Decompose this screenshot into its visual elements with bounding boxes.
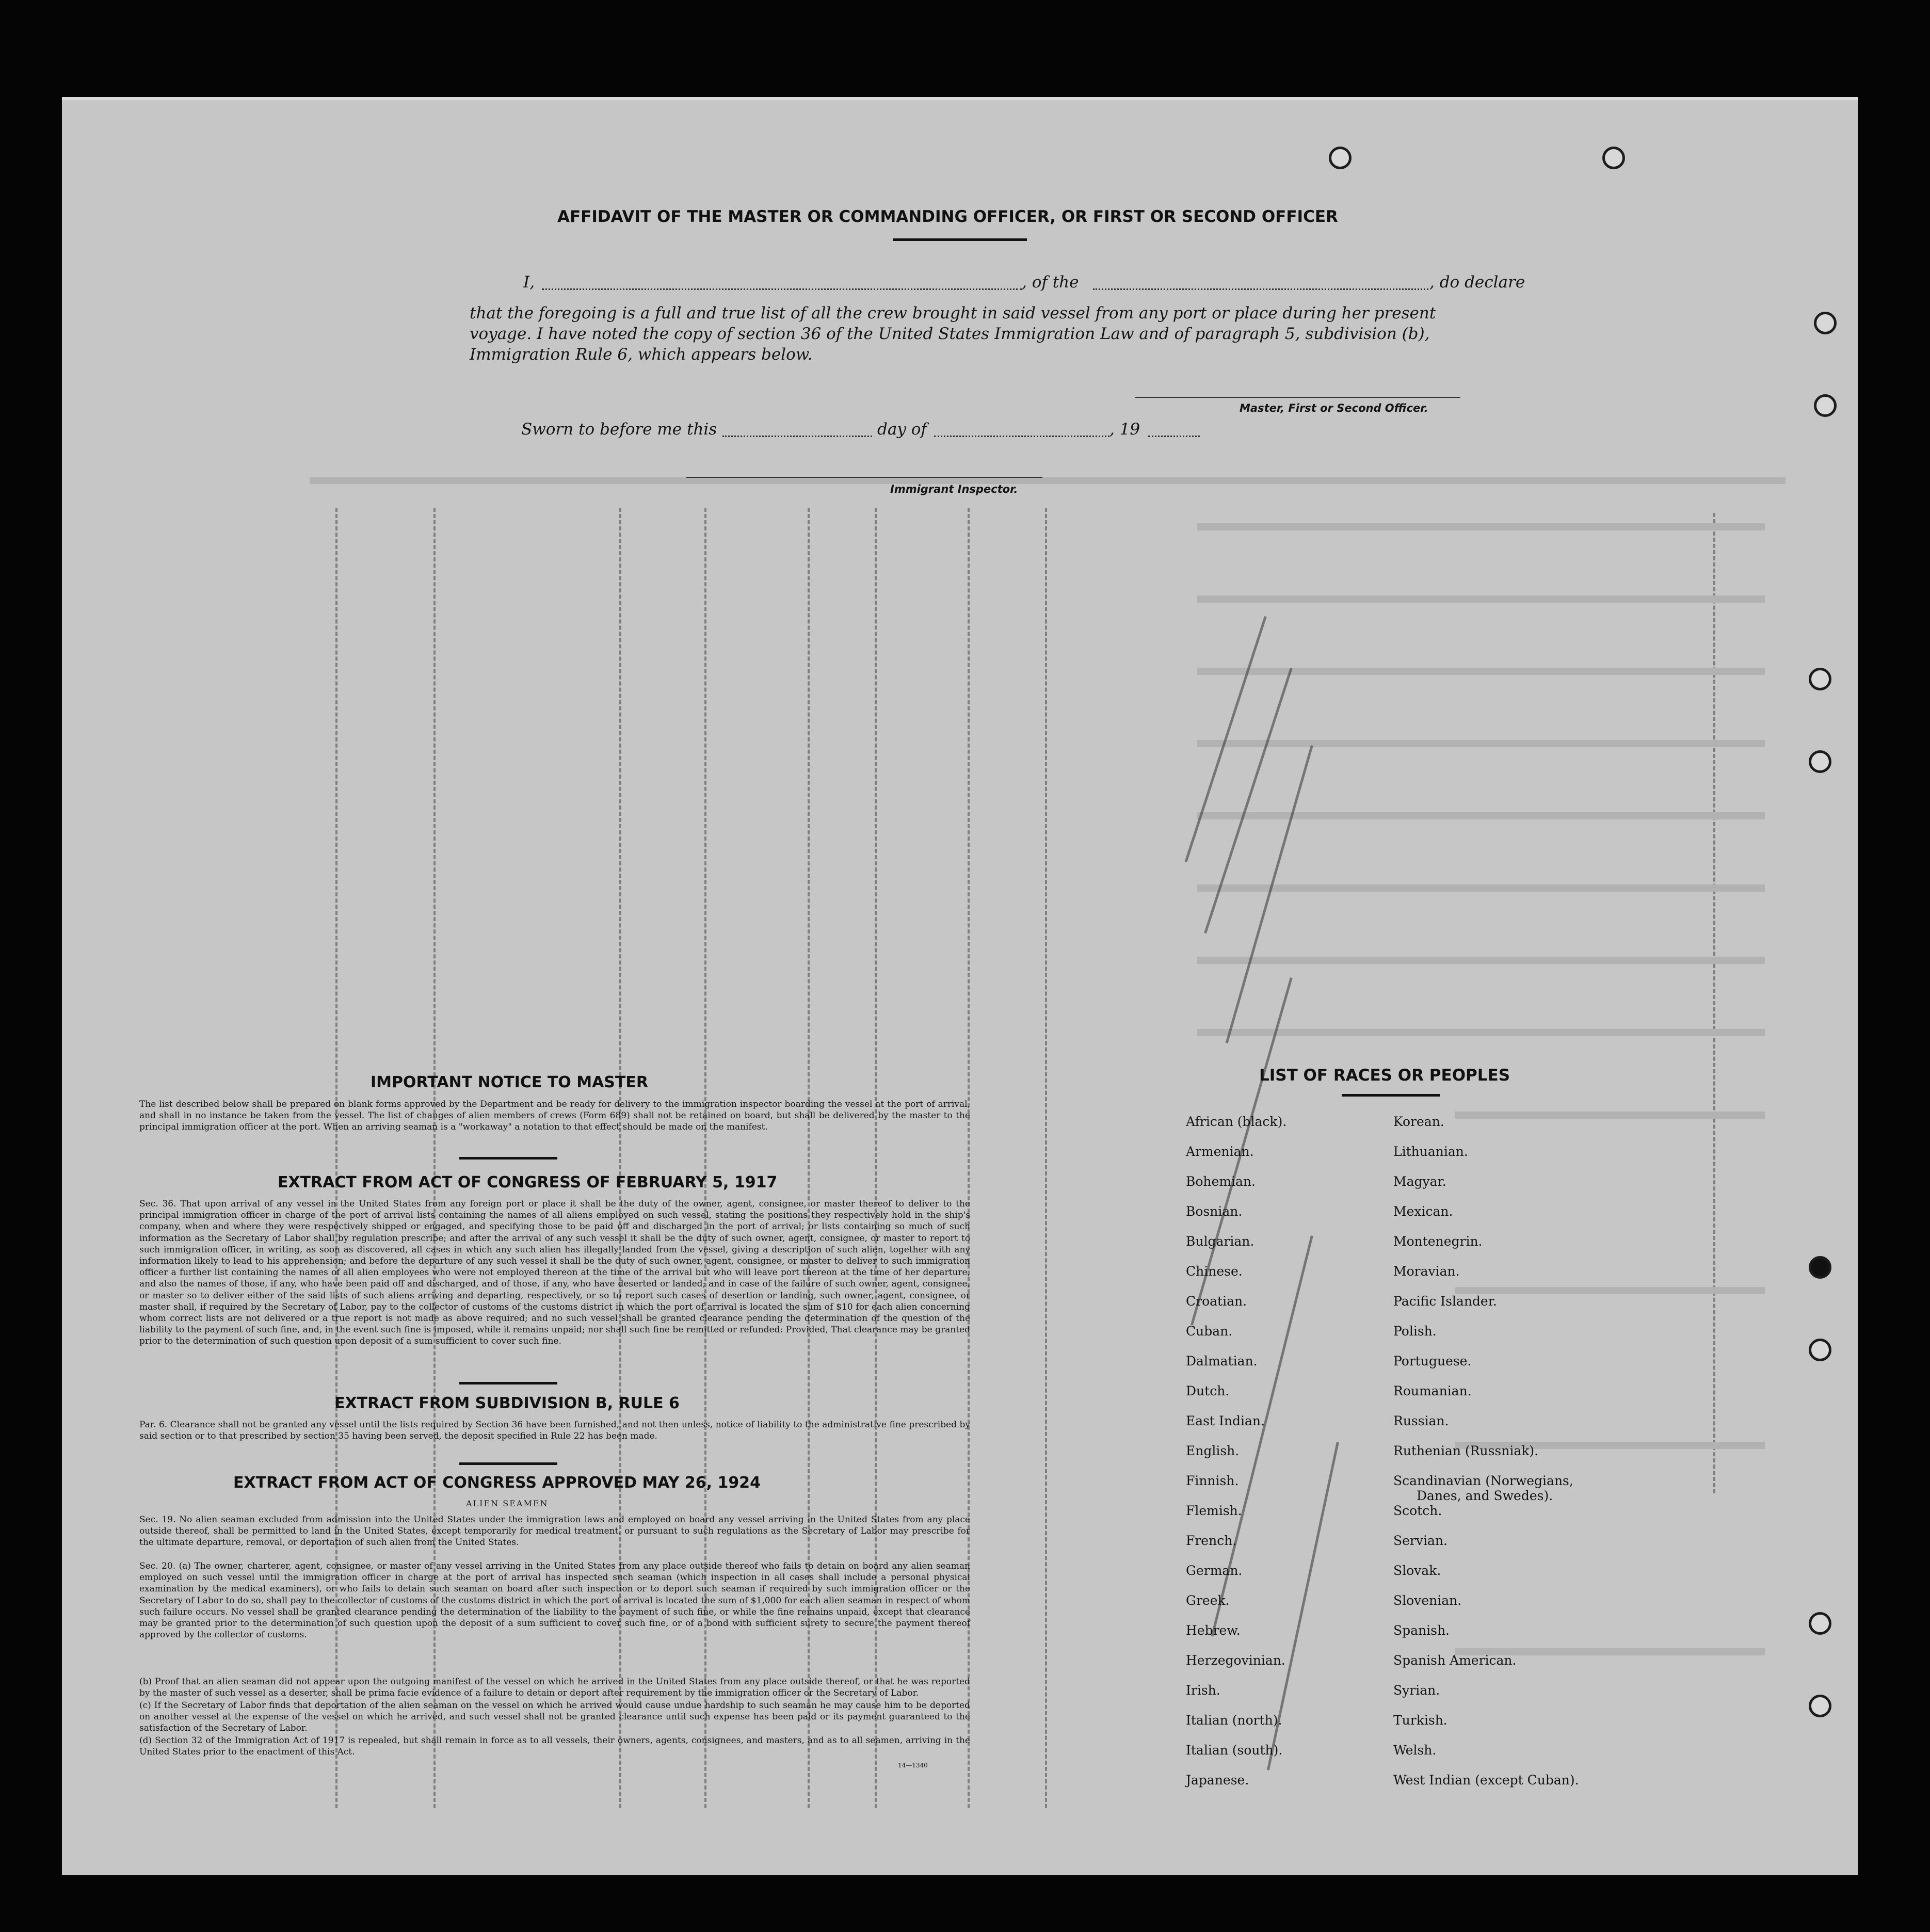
master-signature-caption: Master, First or Second Officer. — [1240, 402, 1428, 414]
race-item: Polish. — [1393, 1324, 1437, 1339]
race-item: Greek. — [1186, 1593, 1230, 1608]
act-1924-title: EXTRACT FROM ACT OF CONGRESS APPROVED MAY 26, 1924 — [233, 1474, 761, 1492]
rule-6-title: EXTRACT FROM SUBDIVISION B, RULE 6 — [334, 1394, 680, 1412]
sworn-month-field[interactable] — [934, 436, 1109, 437]
sworn-label: Sworn to before me this — [521, 420, 717, 439]
inspector-signature-field[interactable] — [686, 477, 1042, 478]
race-item: Pacific Islander. — [1393, 1294, 1497, 1309]
do-declare-label: , do declare — [1429, 273, 1525, 292]
rule-6-body: Par. 6. Clearance shall not be granted any vessel until the lists required by Section 36 have been furnished, and not then unless, notice of liability to the administrative fine prescribed by said section or to that prescribed by section 35 having been served, the deposit specified in Rule 22 has been made. — [139, 1420, 970, 1442]
race-item: Syrian. — [1393, 1683, 1440, 1698]
race-item: Irish. — [1186, 1683, 1220, 1698]
declarant-label: I, — [523, 273, 535, 292]
affidavit-title-rule — [893, 238, 1027, 241]
race-item: Spanish. — [1393, 1623, 1450, 1638]
race-item: East Indian. — [1186, 1413, 1265, 1428]
races-title: LIST OF RACES OR PEOPLES — [1259, 1066, 1510, 1085]
race-item: Danes, and Swedes). — [1417, 1488, 1553, 1503]
punch-hole-right-8 — [1809, 1695, 1831, 1717]
races-title-rule — [1342, 1094, 1440, 1097]
bleed-column-line — [1713, 513, 1715, 1493]
race-item: Slovenian. — [1393, 1593, 1462, 1608]
pencil-mark — [1204, 668, 1293, 933]
act-1924-sec-20b: (b) Proof that an alien seaman did not appear upon the outgoing manifest of the vessel on which he arrived in the United States from any place outside thereof, or that he was reported by the master of such vessel as a deserter, shall be prima facie evidence of a failure to detain or deport after requirement by the immigration officer or the Secretary of Labor. — [139, 1677, 970, 1699]
race-item: Finnish. — [1186, 1473, 1239, 1488]
act-1924-sec-20a: Sec. 20. (a) The owner, charterer, agent, consignee, or master of any vessel arriving in the United States from any place outside thereof who fails to detain on board any alien seaman employed on such vessel until the immigration officer in charge at the port of arrival has inspected such seaman (which inspection in all cases shall include a personal physical examination by the medical examiners), or who fails to detain such seaman on board after such inspection or to deport such seaman if required by such immigration officer or the Secretary of Labor to do so, shall pay to the collector of customs of the customs district in which the port of arrival is located the sum of $1,000 for each alien seaman in respect of whom such failure occurs. No vessel shall be granted clearance pending the determination of the liability to the payment of such fine, or while the fine remains unpaid, except that clearance may be granted prior to the determination of such question upon the deposit of a sum sufficient to cover such fine, or of a bond with sufficient surety to secure the payment thereof approved by the collector of customs. — [139, 1561, 970, 1640]
punch-hole-right-2 — [1814, 394, 1837, 417]
race-item: English. — [1186, 1443, 1240, 1458]
bleed-row — [1455, 1112, 1765, 1119]
pencil-mark — [1226, 745, 1313, 1043]
race-item: Scandinavian (Norwegians, — [1393, 1473, 1573, 1488]
race-item: Servian. — [1393, 1533, 1447, 1548]
affidavit-statement-line-3: Immigration Rule 6, which appears below. — [470, 345, 813, 364]
race-item: Magyar. — [1393, 1174, 1446, 1189]
race-item: Ruthenian (Russniak). — [1393, 1443, 1539, 1458]
race-item: Italian (south). — [1186, 1743, 1283, 1758]
race-item: Flemish. — [1186, 1503, 1242, 1518]
race-item: Chinese. — [1186, 1264, 1243, 1279]
vessel-name-field[interactable] — [1093, 288, 1428, 290]
race-item: Dutch. — [1186, 1383, 1230, 1398]
race-item: French. — [1186, 1533, 1237, 1548]
race-item: Dalmatian. — [1186, 1354, 1258, 1369]
race-item: Herzegovinian. — [1186, 1653, 1285, 1668]
race-item: Turkish. — [1393, 1713, 1447, 1728]
act-1924-sec-19: Sec. 19. No alien seaman excluded from admission into the United States under the immigration laws and employed on board any vessel arriving in the United States from any place outside thereof, shall be permitted to land in the United States, except temporarily for medical treatment, or pursuant to such regulations as the Secretary of Labor may prescribe for the ultimate departure, removal, or deportation of such alien from the United States. — [139, 1515, 970, 1548]
race-item: Korean. — [1393, 1114, 1444, 1129]
punch-hole-top-left — [1329, 147, 1352, 169]
race-item: Italian (north). — [1186, 1713, 1282, 1728]
bleed-row — [1197, 523, 1765, 530]
pencil-mark — [1184, 616, 1266, 862]
race-item: Bosnian. — [1186, 1204, 1243, 1219]
race-item: African (black). — [1186, 1114, 1287, 1129]
race-item: German. — [1186, 1563, 1243, 1578]
alien-seamen-subtitle: ALIEN SEAMEN — [466, 1499, 549, 1508]
vessel-of-the-label: , of the — [1022, 273, 1079, 292]
notice-rule — [459, 1157, 557, 1160]
punch-hole-right-3 — [1809, 668, 1831, 690]
race-item: Croatian. — [1186, 1294, 1247, 1309]
bleed-row — [1197, 740, 1765, 747]
race-item: Montenegrin. — [1393, 1234, 1483, 1249]
affidavit-statement-line-1: that the foregoing is a full and true list of all the crew brought in said vessel from any port or place during her present — [470, 304, 1436, 323]
notice-title: IMPORTANT NOTICE TO MASTER — [371, 1073, 648, 1091]
race-item: Slovak. — [1393, 1563, 1441, 1578]
notice-body: The list described below shall be prepared on blank forms approved by the Department and be ready for delivery to the immigration inspector boarding the vessel at the port of arrival, and shall in no instance be taken from the vessel. The list of changes of alien members of crews (Form 689) shall not be retained on board, but shall be delivered by the master to the principal immigration officer at the port. When an arriving seaman is a "workaway" a notation to that effect should be made on the manifest. — [139, 1099, 970, 1133]
sworn-day-of-label: day of — [877, 420, 927, 439]
bleed-row — [1197, 595, 1765, 603]
inspector-signature-caption: Immigrant Inspector. — [890, 483, 1018, 495]
race-item: Cuban. — [1186, 1324, 1233, 1339]
manifest-page — [62, 97, 1858, 1875]
race-item: Bulgarian. — [1186, 1234, 1254, 1249]
race-item: Spanish American. — [1393, 1653, 1517, 1668]
affidavit-title: AFFIDAVIT OF THE MASTER OR COMMANDING OFFICER, OR FIRST OR SECOND OFFICER — [557, 207, 1338, 226]
race-item: Scotch. — [1393, 1503, 1442, 1518]
punch-hole-right-5 — [1809, 1256, 1831, 1279]
bleed-row — [1197, 668, 1765, 675]
bleed-row — [310, 477, 1786, 484]
bleed-row — [1197, 812, 1765, 819]
race-item: Welsh. — [1393, 1743, 1437, 1758]
form-number: 14—1340 — [898, 1762, 928, 1769]
bleed-row — [1197, 884, 1765, 892]
act-1924-sec-20c: (c) If the Secretary of Labor finds that deportation of the alien seaman on the vessel on which he arrived would cause undue hardship to such seaman he may cause him to be deported on another vessel at the expense of the vessel on which he arrived, and such vessel shall not be granted clearance until such expense has been paid or its payment guaranteed to the satisfaction of the Secretary of Labor. — [139, 1700, 970, 1734]
race-item: Armenian. — [1186, 1144, 1254, 1159]
sworn-year-field[interactable] — [1148, 436, 1200, 437]
punch-hole-right-1 — [1814, 312, 1837, 334]
race-item: West Indian (except Cuban). — [1393, 1773, 1579, 1788]
race-item: Hebrew. — [1186, 1623, 1241, 1638]
rule-6-rule — [459, 1462, 557, 1465]
race-item: Russian. — [1393, 1413, 1449, 1428]
sworn-day-field[interactable] — [722, 436, 872, 437]
race-item: Roumanian. — [1393, 1383, 1472, 1398]
master-signature-field[interactable] — [1135, 397, 1460, 398]
act-1924-sec-20d: (d) Section 32 of the Immigration Act of 1917 is repealed, but shall remain in force as to all vessels, their owners, agents, consignees, and masters, and as to all seamen, arriving in the United States prior to the enactment of this Act. — [139, 1735, 970, 1758]
act-1917-rule — [459, 1382, 557, 1384]
bleed-column-line — [1045, 508, 1047, 1808]
punch-hole-top-right — [1602, 147, 1625, 169]
bleed-row — [1197, 957, 1765, 964]
sworn-year-label: , 19 — [1109, 420, 1140, 439]
race-item: Japanese. — [1186, 1773, 1249, 1788]
declarant-name-field[interactable] — [542, 288, 1022, 290]
race-item: Portuguese. — [1393, 1354, 1472, 1369]
affidavit-statement-line-2: voyage. I have noted the copy of section 36 of the United States Immigration Law and of paragraph 5, subdivision (b), — [470, 325, 1430, 343]
race-item: Moravian. — [1393, 1264, 1460, 1279]
act-1917-title: EXTRACT FROM ACT OF CONGRESS OF FEBRUARY 5, 1917 — [278, 1173, 778, 1192]
punch-hole-right-6 — [1809, 1339, 1831, 1361]
race-item: Bohemian. — [1186, 1174, 1256, 1189]
race-item: Mexican. — [1393, 1204, 1453, 1219]
punch-hole-right-4 — [1809, 750, 1831, 773]
bleed-row — [1197, 1029, 1765, 1036]
punch-hole-right-7 — [1809, 1612, 1831, 1635]
act-1917-body: Sec. 36. That upon arrival of any vessel in the United States from any foreign port or place it shall be the duty of the owner, agent, consignee, or master thereof to deliver to the principal immigration officer in charge of the port of arrival lists containing the names of all aliens employed on such vessel, stating the positions they respectively hold in the ship's company, when and where they were respectively shipped or engaged, and specifying those to be paid off and discharged in the port of arrival; or lists containing so much of such information as the Secretary of Labor shall by regulation prescribe; and after the arrival of any such vessel it shall be the duty of such owner, agent, consignee, or master to report to such immigration officer, in writing, as soon as discovered, all cases in which any such alien has illegally landed from the vessel, giving a description of such alien, together with any information likely to lead to his apprehension; and before the departure of any such vessel it shall be the duty of such owner, agent, consignee, or master to deliver to such immigration officer a further list containing the names of all alien employees who were not employed thereon at the time of the arrival but who will leave port thereon at the time of her departure, and also the names of those, if any, who have been paid off and discharged, and of those, if any, who have deserted or landed; and in case of the failure of such owner, agent, consignee, or master so to deliver either of the said lists of such aliens arriving and departing, respectively, or so to report such cases of desertion or landing, such owner, agent, consignee, or master shall, if required by the Secretary of Labor, pay to the collector of customs of the customs district in which the port of arrival is located the sum of $10 for each alien concerning whom correct lists are not delivered or a true report is not made as above required; and no such vessel shall be granted clearance pending the determination of the question of the liability to the payment of such fine, and, in the event such fine is imposed, while it remains unpaid; nor shall such fine be remitted or refunded: Provided, That clearance may be granted prior to the determination of such question upon deposit of a sum sufficient to cover such fine. — [139, 1199, 970, 1347]
race-item: Lithuanian. — [1393, 1144, 1468, 1159]
bleed-row — [1455, 1287, 1765, 1294]
